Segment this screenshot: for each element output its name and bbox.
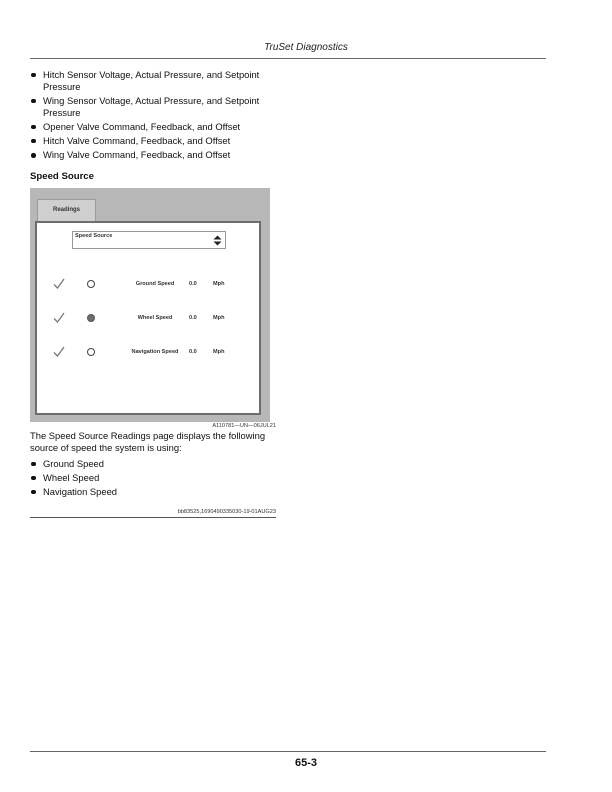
list-item: Wheel Speed — [30, 472, 280, 484]
speed-unit: Mph — [213, 281, 225, 287]
up-down-arrows-icon — [213, 235, 222, 246]
tab-readings[interactable]: Readings — [37, 199, 96, 221]
section-heading: Speed Source — [30, 171, 94, 182]
header-rule — [30, 58, 546, 59]
speed-source-list — [30, 458, 280, 500]
radio-navigation-speed[interactable] — [87, 348, 95, 356]
list-item: Ground Speed — [30, 458, 280, 470]
radio-wheel-speed[interactable] — [87, 314, 95, 322]
radio-ground-speed[interactable] — [87, 280, 95, 288]
speed-row-navigation — [37, 346, 259, 360]
speed-label: Ground Speed — [135, 281, 175, 287]
speed-value: 0.0 — [189, 315, 197, 321]
list-item: Wing Sensor Voltage, Actual Pressure, and Setpoint Pressure — [30, 95, 290, 119]
document-id: bb83525,1690490335030-19-01AUG23 — [177, 509, 276, 515]
speed-source-dropdown[interactable] — [72, 231, 226, 249]
list-item: Hitch Sensor Voltage, Actual Pressure, and Setpoint Pressure — [30, 69, 290, 93]
dropdown-selected-value: Speed Source — [75, 233, 113, 239]
checkmark-icon — [53, 312, 65, 324]
list-item: Navigation Speed — [30, 486, 280, 498]
speed-value: 0.0 — [189, 281, 197, 287]
diagnostics-bullet-list — [30, 69, 290, 164]
speed-unit: Mph — [213, 315, 225, 321]
description-text: The Speed Source Readings page displays the following source of speed the system is using: — [30, 430, 266, 453]
speed-value: 0.0 — [189, 349, 197, 355]
footer-rule — [30, 751, 546, 752]
list-item: Wing Valve Command, Feedback, and Offset — [30, 149, 290, 161]
readings-screenshot — [30, 188, 270, 422]
figure-id: A110781—UN—06JUL21 — [212, 423, 276, 429]
speed-label: Navigation Speed — [131, 349, 179, 355]
speed-unit: Mph — [213, 349, 225, 355]
checkmark-icon — [53, 278, 65, 290]
checkmark-icon — [53, 346, 65, 358]
list-item: Opener Valve Command, Feedback, and Offset — [30, 121, 290, 133]
page-number: 65-3 — [294, 757, 318, 769]
section-end-rule — [30, 517, 276, 518]
list-item: Hitch Valve Command, Feedback, and Offset — [30, 135, 290, 147]
speed-row-ground — [37, 278, 259, 292]
speed-label: Wheel Speed — [137, 315, 173, 321]
readings-panel — [35, 221, 261, 415]
page-header-title: TruSet Diagnostics — [264, 42, 348, 53]
speed-row-wheel — [37, 312, 259, 326]
